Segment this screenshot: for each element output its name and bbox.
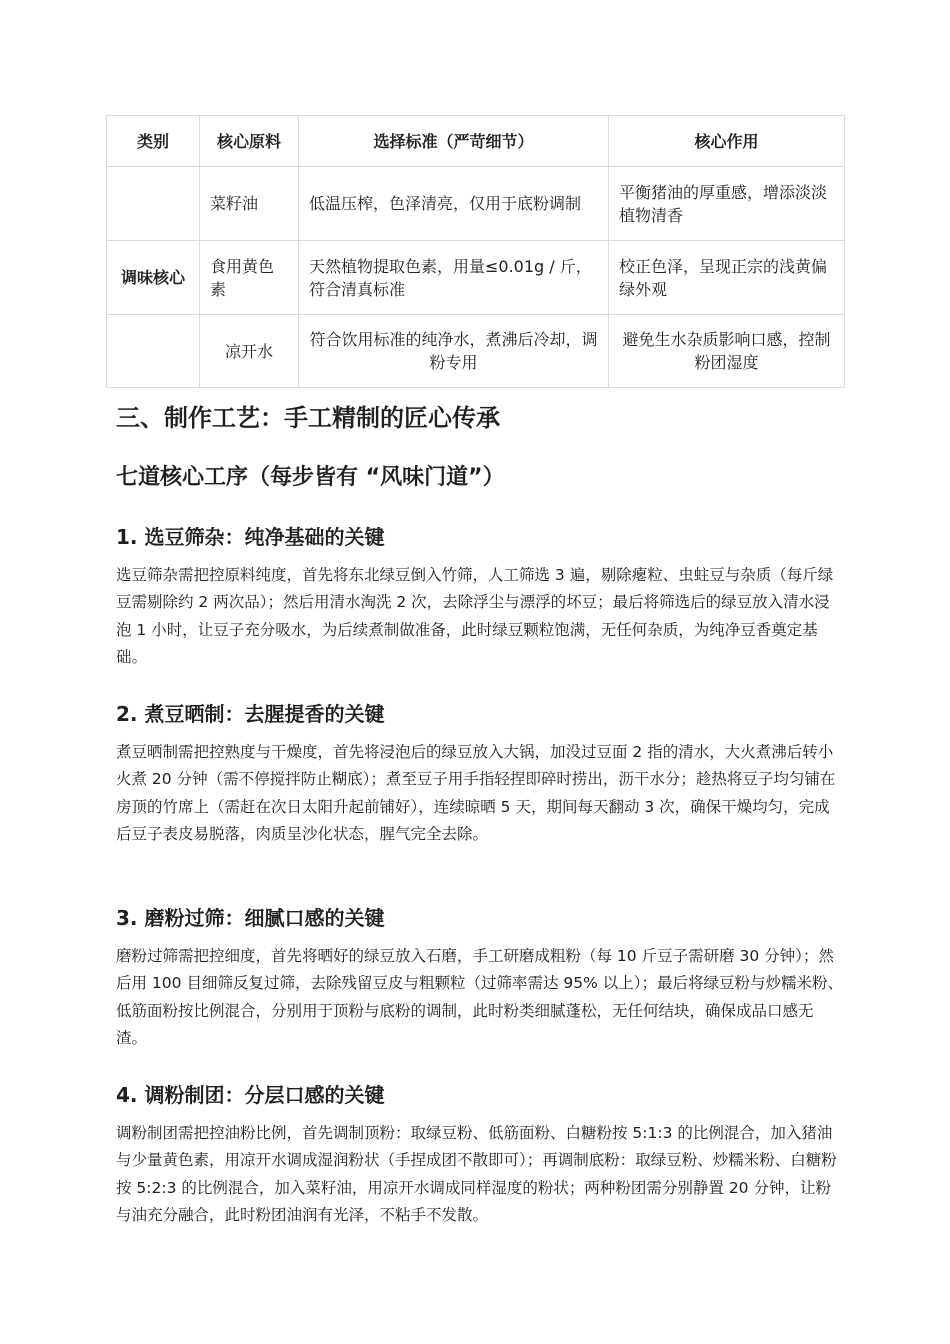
ingredients-table	[106, 115, 845, 388]
category-cell: 调味核心	[107, 241, 200, 315]
ingredient-cell: 菜籽油	[200, 167, 299, 241]
header-role: 核心作用	[609, 116, 845, 167]
step-title: 2. 煮豆晒制：去腥提香的关键	[116, 702, 385, 726]
table-row	[107, 241, 845, 315]
table-row	[107, 167, 845, 241]
ingredient-cell: 食用黄色素	[200, 241, 299, 315]
table-row	[107, 315, 845, 388]
step-text: 煮豆晒制需把控熟度与干燥度，首先将浸泡后的绿豆放入大锅，加没过豆面 2 指的清水，大火煮沸后转小火煮 20 分钟（需不停搅拌防止糊底）；煮至豆子用手指轻捏即碎时捞出，沥干水分；趁热将豆子均匀铺在房顶的竹席上（需赶在次日太阳升起前铺好），连续晾晒 5 天，期间每天翻动 3 次，确保干燥均匀，完成后豆子表皮易脱落，肉质呈沙化状态，腥气完全去除。	[116, 743, 836, 843]
step-title: 4. 调粉制团：分层口感的关键	[116, 1083, 385, 1107]
role-cell: 校正色泽，呈现正宗的浅黄偏绿外观	[609, 241, 845, 315]
step-title: 3. 磨粉过筛：细腻口感的关键	[116, 906, 385, 930]
standard-cell: 低温压榨，色泽清亮，仅用于底粉调制	[299, 167, 609, 241]
standard-cell: 天然植物提取色素，用量≤0.01g / 斤，符合清真标准	[299, 241, 609, 315]
role-cell: 避免生水杂质影响口感，控制粉团湿度	[609, 315, 845, 388]
header-standard: 选择标准（严苛细节）	[299, 116, 609, 167]
role-cell: 平衡猪油的厚重感，增添淡淡植物清香	[609, 167, 845, 241]
step-text: 选豆筛杂需把控原料纯度，首先将东北绿豆倒入竹筛，人工筛选 3 遍，剔除瘪粒、虫蛀豆与杂质（每斤绿豆需剔除约 2 两次品）；然后用清水淘洗 2 次，去除浮尘与漂浮的坏豆；最后将筛选后的绿豆放入清水浸泡 1 小时，让豆子充分吸水，为后续煮制做准备，此时绿豆颗粒饱满，无任何杂质，为纯净豆香奠定基础。	[116, 566, 834, 666]
ingredient-cell: 凉开水	[200, 315, 299, 388]
table-header-row	[107, 116, 845, 167]
subsection-title: 七道核心工序（每步皆有 “风味门道”）	[116, 465, 505, 490]
category-cell-empty	[107, 315, 200, 388]
header-ingredient: 核心原料	[200, 116, 299, 167]
header-category: 类别	[107, 116, 200, 167]
step-title: 1. 选豆筛杂：纯净基础的关键	[116, 525, 385, 549]
standard-cell: 符合饮用标准的纯净水，煮沸后冷却，调粉专用	[299, 315, 609, 388]
section-title: 三、制作工艺：手工精制的匠心传承	[116, 404, 500, 432]
step-text: 调粉制团需把控油粉比例，首先调制顶粉：取绿豆粉、低筋面粉、白糖粉按 5:1:3 的比例混合，加入猪油与少量黄色素，用凉开水调成湿润粉状（手捏成团不散即可）；再调制底粉：取绿豆粉、炒糯米粉、白糖粉按 5:2:3 的比例混合，加入菜籽油，用凉开水调成同样湿度的粉状；两种粉团需分别静置 20 分钟，让粉与油充分融合，此时粉团油润有光泽，不粘手不发散。	[116, 1124, 837, 1224]
step-text: 磨粉过筛需把控细度，首先将晒好的绿豆放入石磨，手工研磨成粗粉（每 10 斤豆子需研磨 30 分钟）；然后用 100 目细筛反复过筛，去除残留豆皮与粗颗粒（过筛率需达 95% 以上）；最后将绿豆粉与炒糯米粉、低筋面粉按比例混合，分别用于顶粉与底粉的调制，此时粉类细腻蓬松，无任何结块，确保成品口感无渣。	[116, 947, 843, 1047]
category-cell-empty	[107, 167, 200, 241]
